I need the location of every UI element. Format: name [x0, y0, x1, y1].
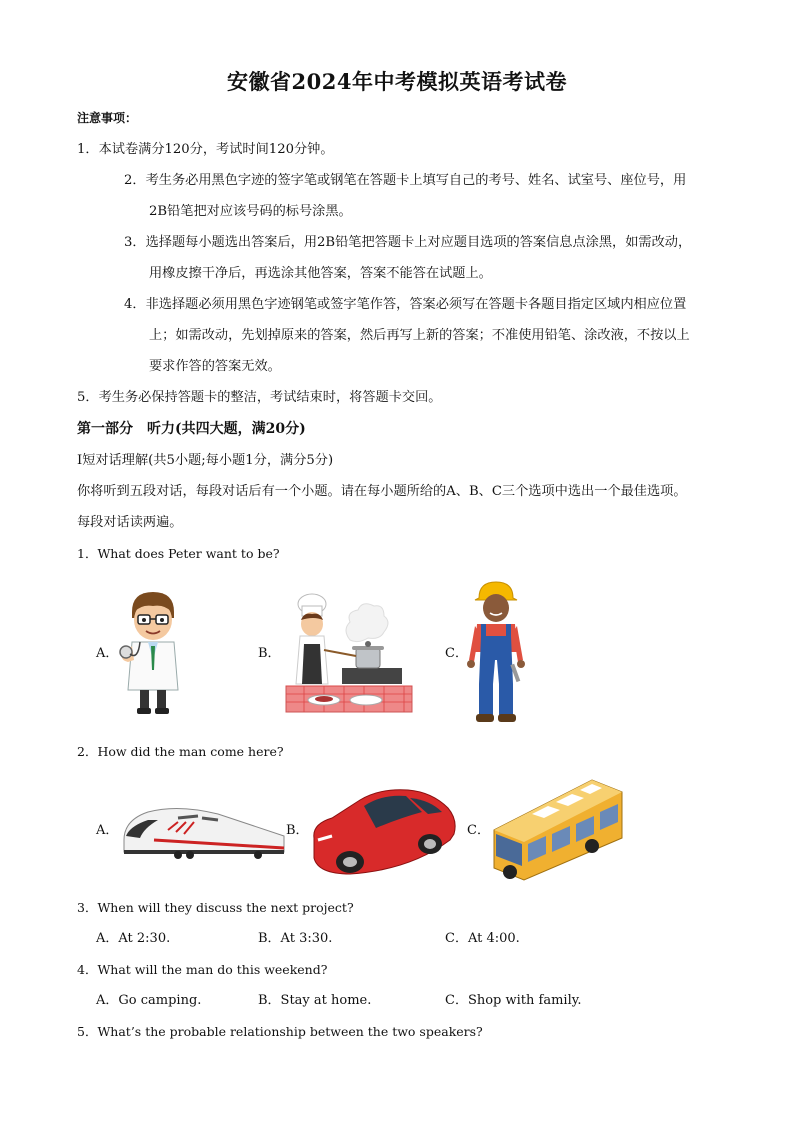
question-4-option-b: B．Stay at home. — [258, 993, 372, 1008]
notice-item-1: 1．本试卷满分120分，考试时间120分钟。 — [77, 142, 334, 157]
notice-heading: 注意事项： — [77, 111, 138, 125]
notice-item-3-line-2: 用橡皮擦干净后，再选涂其他答案，答案不能答在试题上。 — [149, 266, 492, 281]
car-icon — [310, 778, 458, 880]
section1-heading: Ⅰ短对话理解(共5小题;每小题1分，满分5分) — [77, 453, 334, 468]
doctor-icon — [118, 590, 188, 716]
question-4-stem: 4．What will the man do this weekend? — [77, 962, 328, 977]
notice-item-2-line-2: 2B铅笔把对应该号码的标号涂黑。 — [149, 204, 352, 219]
question-1-option-b-label: B． — [258, 646, 281, 661]
bus-icon — [492, 776, 624, 884]
question-2-option-a-label: A． — [96, 823, 119, 838]
worker-icon — [467, 580, 525, 726]
part1-heading: 第一部分 听力(共四大题，满20分) — [77, 421, 306, 437]
instruction-line-2: 每段对话读两遍。 — [77, 515, 183, 530]
question-2-stem: 2．How did the man come here? — [77, 744, 284, 759]
question-1-stem: 1．What does Peter want to be? — [77, 546, 280, 561]
question-1-option-a-label: A． — [96, 646, 119, 661]
question-3-option-b: B．At 3:30. — [258, 931, 333, 946]
question-4-option-a: A．Go camping. — [96, 993, 202, 1008]
page-title: 安徽省2024年中考模拟英语考试卷 — [227, 69, 567, 94]
train-icon — [118, 800, 288, 862]
notice-item-5: 5．考生务必保持答题卡的整洁，考试结束时，将答题卡交回。 — [77, 390, 442, 405]
notice-item-4-line-3: 要求作答的答案无效。 — [149, 359, 281, 374]
question-1-option-c-label: C． — [445, 646, 468, 661]
chef-icon — [284, 592, 414, 716]
notice-item-3-line-1: 3．选择题每小题选出答案后，用2B铅笔把答题卡上对应题目选项的答案信息点涂黑，如需改动， — [124, 235, 692, 250]
question-3-option-c: C．At 4:00. — [445, 931, 520, 946]
question-4-option-c: C．Shop with family. — [445, 993, 582, 1008]
question-5-stem: 5．What’s the probable relationship between the two speakers? — [77, 1024, 483, 1039]
question-3-stem: 3．When will they discuss the next project? — [77, 900, 354, 915]
notice-item-4-line-2: 上；如需改动，先划掉原来的答案，然后再写上新的答案；不准使用铅笔、涂改液，不按以上 — [149, 328, 690, 343]
notice-item-4-line-1: 4．非选择题必须用黑色字迹钢笔或签字笔作答，答案必须写在答题卡各题目指定区域内相应位置 — [124, 297, 687, 312]
question-2-option-b-label: B． — [286, 823, 309, 838]
instruction-line-1: 你将听到五段对话，每段对话后有一个小题。请在每小题所给的A、B、C三个选项中选出一个最佳选项。 — [77, 484, 687, 499]
notice-item-2-line-1: 2．考生务必用黑色字迹的签字笔或钢笔在答题卡上填写自己的考号、姓名、试室号、座位号，用 — [124, 173, 687, 188]
question-3-option-a: A．At 2:30. — [96, 931, 171, 946]
question-2-option-c-label: C． — [467, 823, 490, 838]
